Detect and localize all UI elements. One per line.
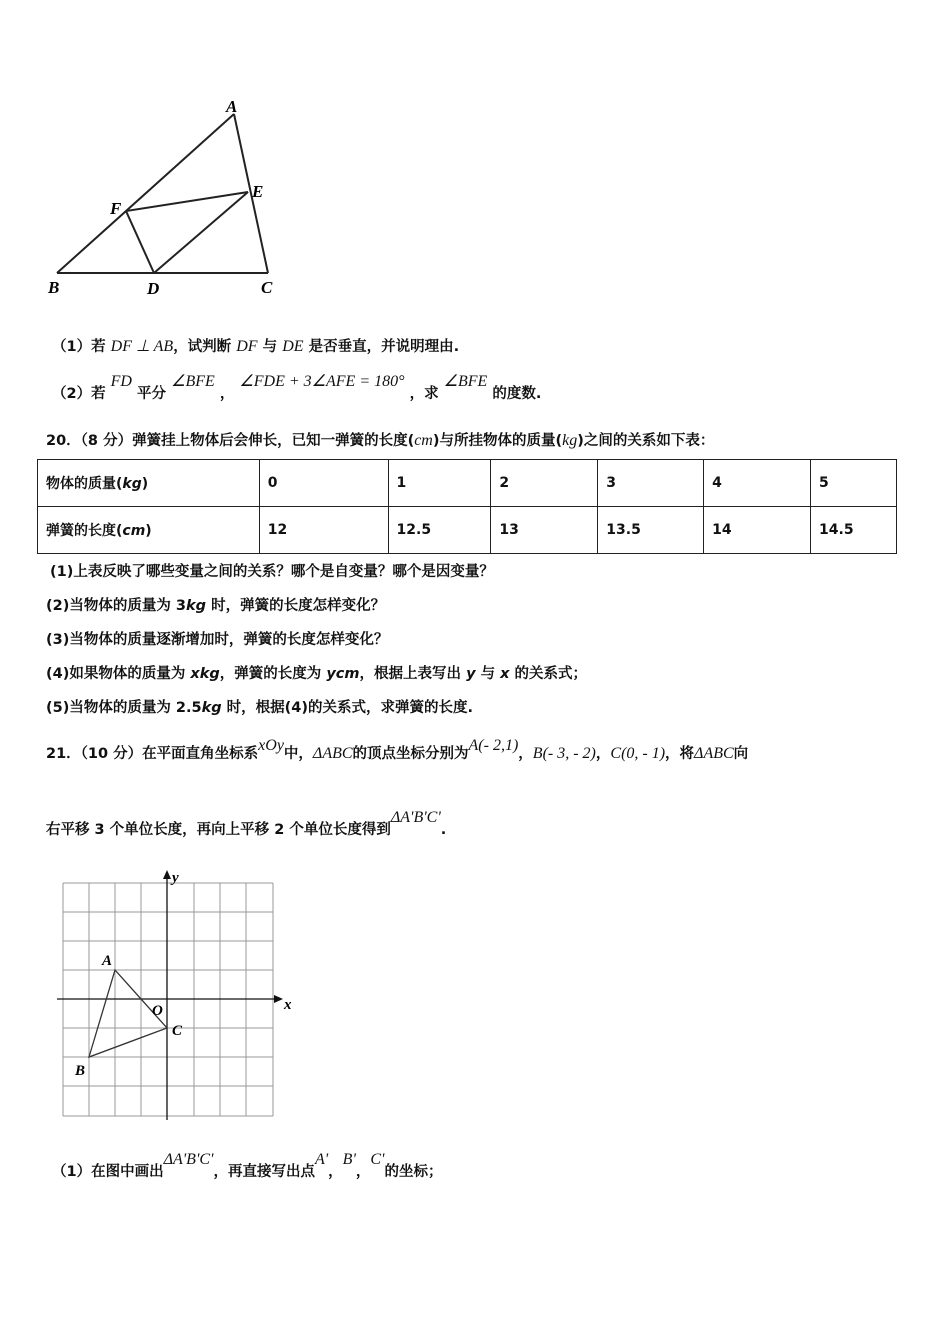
coordinate-grid [55,868,300,1123]
triangle-figure [40,95,290,305]
q19-part1: （1）若 DF ⊥ AB，试判断 DF 与 DE 是否垂直，并说明理由. [52,338,460,355]
label-b: B [48,278,60,297]
q20-sub5: (5)当物体的质量为 2.5kg 时，根据(4)的关系式，求弹簧的长度. [46,700,474,716]
q20-sub1: (1)上表反映了哪些变量之间的关系？哪个是自变量？哪个是因变量？ [50,564,494,580]
q20-sub3: (3)当物体的质量逐渐增加时，弹簧的长度怎样变化？ [46,632,389,648]
table-cell: 13 [491,507,598,554]
table-row [38,460,897,507]
origin-label: O [152,1003,163,1019]
point-a-label: A [102,953,113,969]
table-cell: 0 [259,460,388,507]
point-b-label: B [75,1063,86,1079]
segment-fd [126,211,154,273]
q21-part1: （1）在图中画出ΔA'B'C'，再直接写出点A'，B'，C'的坐标； [52,1151,443,1180]
q20-sub4: (4)如果物体的质量为 xkg，弹簧的长度为 ycm，根据上表写出 y 与 x 的关系式； [46,666,588,682]
table-cell: 5 [811,460,897,507]
label-e: E [252,182,264,201]
q21-line2: 右平移 3 个单位长度，再向上平移 2 个单位长度得到ΔA'B'C'. [46,809,447,838]
label-c: C [261,278,273,297]
table-cell: 12 [259,507,388,554]
table-row-header: 弹簧的长度(cm) [38,507,260,554]
table-cell: 2 [491,460,598,507]
table-cell: 13.5 [598,507,704,554]
axis-x-label: x [284,997,292,1013]
table-cell: 14.5 [811,507,897,554]
label-a: A [226,97,238,116]
table-cell: 4 [704,460,811,507]
table-cell: 1 [388,460,491,507]
point-c-label: C [172,1023,183,1039]
segment-ab [57,114,234,273]
table-cell: 3 [598,460,704,507]
axis-y-label: y [172,870,179,886]
table-cell: 14 [704,507,811,554]
label-d: D [147,279,160,298]
q19-part2: （2）若 FD 平分 ∠BFE ， ∠FDE + 3∠AFE = 180° ，求 ∠BFE 的度数. [52,373,542,402]
q20-header: 20．（8 分）弹簧挂上物体后会伸长，已知一弹簧的长度(cm)与所挂物体的质量(kg)之间的关系如下表： [46,432,715,449]
y-axis-arrow [163,870,171,879]
q20-sub2: (2)当物体的质量为 3kg 时，弹簧的长度怎样变化？ [46,598,386,614]
label-f: F [110,199,122,218]
table-cell: 12.5 [388,507,491,554]
q21-line1: 21．（10 分）在平面直角坐标系xOy中，ΔABC的顶点坐标分别为A(- 2,1)，B(- 3, - 2)，C(0, - 1)，将ΔABC向 [46,737,749,762]
table-row-header: 物体的质量(kg) [38,460,260,507]
table-row [38,507,897,554]
spring-table [37,459,897,554]
x-axis-arrow [274,995,283,1003]
